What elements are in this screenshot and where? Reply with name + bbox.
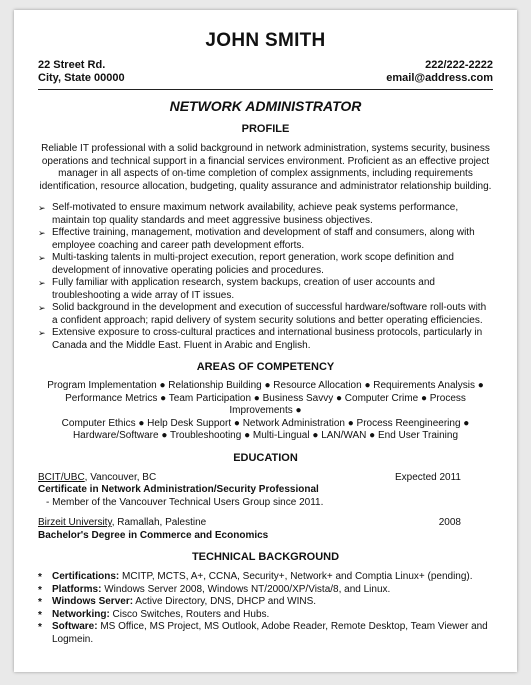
contact-row-1	[38, 59, 493, 72]
list-item: ➢ Self-motivated to ensure maximum network availability, achieve peak systems performance, maintain top quality standards and meet aggressive business objectives.	[38, 202, 459, 226]
competency-line: Program Implementation ● Relationship Building ● Resource Allocation ● Requirements Analysis ●	[47, 380, 484, 391]
competency-line: Computer Ethics ● Help Desk Support ● Network Administration ● Process Reengineering ●	[61, 417, 470, 429]
institution-line	[38, 517, 493, 530]
education-note: - Member of the Vancouver Technical Users Group since 2011.	[46, 496, 324, 508]
education-entry	[38, 472, 493, 510]
education-year: 2008	[438, 517, 461, 528]
institution-name: BCIT/UBC	[38, 471, 85, 483]
asterisk-bullet-icon: *	[38, 572, 42, 583]
institution-location: , Ramallah, Palestine	[111, 517, 207, 528]
list-item: ➢ Effective training, management, motivation and development of staff and consumers, along with employee coaching and career path development efforts.	[38, 227, 475, 251]
profile-heading: PROFILE	[241, 123, 290, 135]
arrow-bullet-icon: ➢	[38, 228, 46, 238]
profile-summary: Reliable IT professional with a solid background in network administration, systems security, business operations and technical support in a financial services environment. Proficient as an effective project manager in all aspects of on-time completion of complex assignments, including requirements identification, resource allocation, budgeting, quality assurance and administrator relationship building.	[39, 143, 492, 192]
address-line-2: City, State 00000	[38, 72, 125, 84]
tech-value: MS Office, MS Project, MS Outlook, Adobe Reader, Remote Desktop, Team Viewer and Logmein.	[52, 621, 488, 645]
arrow-bullet-icon: ➢	[38, 328, 46, 338]
institution-name: Birzeit University	[38, 517, 112, 528]
list-item	[38, 596, 493, 609]
arrow-bullet-icon: ➢	[38, 253, 46, 263]
resume-page	[14, 10, 517, 672]
tech-label: Platforms:	[52, 583, 102, 595]
tech-label: Software:	[52, 621, 98, 632]
competency-heading: AREAS OF COMPETENCY	[196, 361, 335, 373]
asterisk-bullet-icon: *	[38, 597, 42, 608]
asterisk-bullet-icon: *	[38, 622, 42, 633]
candidate-name: JOHN SMITH	[205, 30, 326, 51]
list-item: ➢ Fully familiar with application research, system backups, creation of user accounts and troubleshooting a wide array of IT issues.	[38, 277, 435, 301]
competency-line: Performance Metrics ● Team Participation ● Business Savvy ● Computer Crime ● Process Improvements ●	[65, 392, 466, 416]
contact-row-2	[38, 72, 493, 85]
tech-label: Networking:	[52, 608, 110, 620]
asterisk-bullet-icon: *	[38, 609, 42, 621]
tech-value: Windows Server 2008, Windows NT/2000/XP/Vista/8, and Linux.	[101, 583, 391, 595]
degree-title: Certificate in Network Administration/Security Professional	[38, 484, 319, 495]
education-heading: EDUCATION	[233, 451, 298, 464]
tech-label: Windows Server:	[52, 596, 134, 607]
list-item: ➢ Extensive exposure to cross-cultural practices and international business protocols, particularly in Canada and the Middle East. Fluent in Arabic and English.	[38, 327, 483, 351]
education-year: Expected 2011	[395, 471, 461, 483]
technical-list	[38, 571, 493, 646]
asterisk-bullet-icon: *	[38, 584, 42, 596]
technical-heading: TECHNICAL BACKGROUND	[191, 551, 340, 563]
phone-number: 222/222-2222	[425, 59, 493, 71]
list-item: ➢ Multi-tasking talents in multi-project execution, report generation, work scope definition and development of innovative operating policies and procedures.	[38, 252, 454, 276]
list-item	[38, 584, 493, 597]
education-entry	[38, 517, 493, 542]
tech-value: MCITP, MCTS, A+, CCNA, Security+, Network+ and Comptia Linux+ (pending).	[119, 571, 473, 582]
list-item	[38, 621, 493, 646]
email-address: email@address.com	[386, 72, 493, 84]
profile-bullet-list	[38, 202, 493, 352]
arrow-bullet-icon: ➢	[38, 203, 46, 213]
degree-title: Bachelor's Degree in Commerce and Economics	[38, 529, 269, 541]
list-item	[38, 609, 493, 622]
institution-location: , Vancouver, BC	[84, 471, 157, 483]
header-divider	[38, 89, 493, 90]
job-title: NETWORK ADMINISTRATOR	[169, 98, 362, 114]
competency-list	[38, 380, 493, 443]
arrow-bullet-icon: ➢	[38, 303, 46, 313]
list-item	[38, 571, 493, 584]
tech-value: Active Directory, DNS, DHCP and WINS.	[133, 596, 317, 607]
tech-value: Cisco Switches, Routers and Hubs.	[109, 608, 270, 620]
address-line-1: 22 Street Rd.	[38, 59, 106, 71]
arrow-bullet-icon: ➢	[38, 278, 46, 288]
list-item: ➢ Solid background in the development and execution of successful hardware/software roll-outs with a confident approach; rapid delivery of system security solutions and better operating efficiencies.	[38, 302, 487, 326]
tech-label: Certifications:	[52, 571, 120, 582]
competency-line: Hardware/Software ● Troubleshooting ● Multi-Lingual ● LAN/WAN ● End User Training	[72, 430, 459, 441]
